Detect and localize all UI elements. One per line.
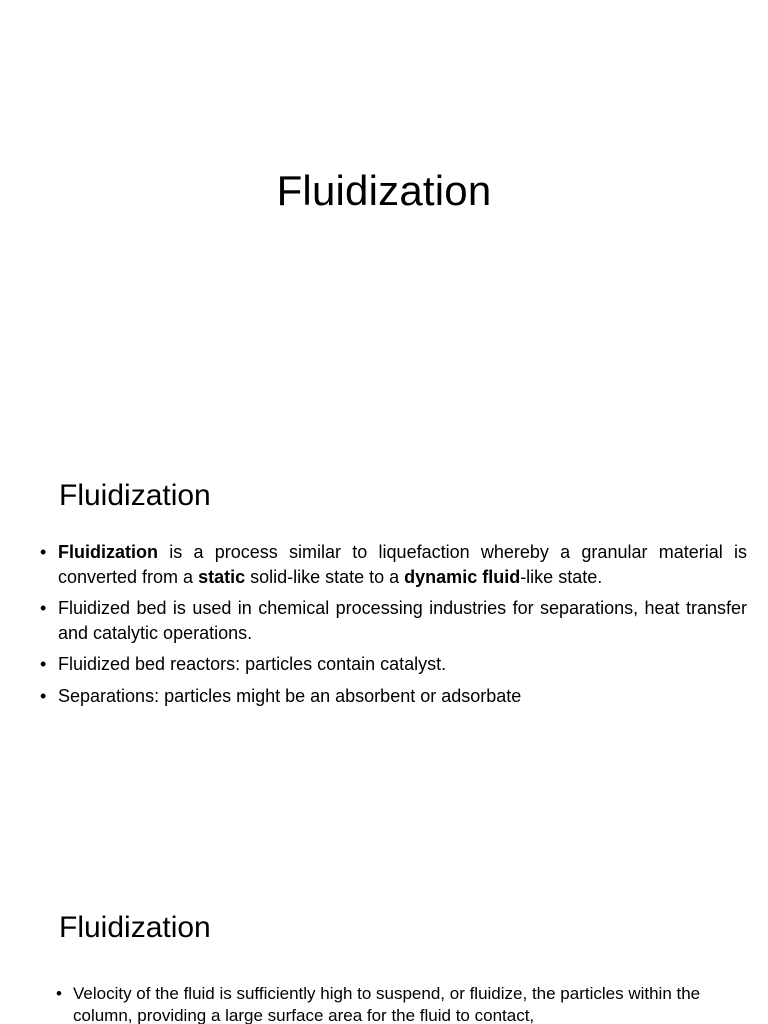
bullet-text: Fluidized bed is used in chemical processing industries for separations, heat transfer and catalytic operations. [58, 598, 747, 643]
slide-heading: Fluidization [59, 911, 211, 944]
slide-heading: Fluidization [59, 479, 211, 512]
bullet-marker: • [40, 598, 47, 618]
bullet-item [40, 652, 747, 677]
bold-term: dynamic fluid [404, 566, 521, 587]
bullet-text: Fluidized bed reactors: particles contain catalyst. [58, 654, 447, 674]
content-slide [0, 864, 768, 1024]
bullet-list [56, 983, 736, 1024]
bullet-text [58, 542, 747, 587]
bullet-marker: • [40, 685, 47, 706]
bullet-text-segment: -like state. [520, 566, 603, 587]
bold-term: static [198, 566, 246, 587]
title-slide [0, 0, 768, 432]
bullet-item [40, 596, 747, 645]
bullet-text-segment: solid-like state to a [245, 566, 405, 587]
bullet-marker: • [40, 542, 47, 562]
bullet-text: Separations: particles might be an absorbent or adsorbate [58, 685, 522, 706]
bullet-item [56, 983, 736, 1024]
bold-term: Fluidization [58, 542, 158, 562]
bullet-marker: • [40, 654, 47, 674]
bullet-list [40, 540, 747, 715]
bullet-item [40, 684, 747, 709]
bullet-text: Velocity of the fluid is sufficiently high to suspend, or fluidize, the particles within the column, providing a large surface area for the fluid to contact, [73, 984, 701, 1024]
content-slide [0, 432, 768, 864]
bullet-marker: • [56, 984, 62, 1003]
bullet-item [40, 540, 747, 589]
slide-title: Fluidization [276, 167, 492, 214]
bullet-text-segment: is a process similar to liquefaction whereby a granular material is converted from a [58, 542, 747, 587]
